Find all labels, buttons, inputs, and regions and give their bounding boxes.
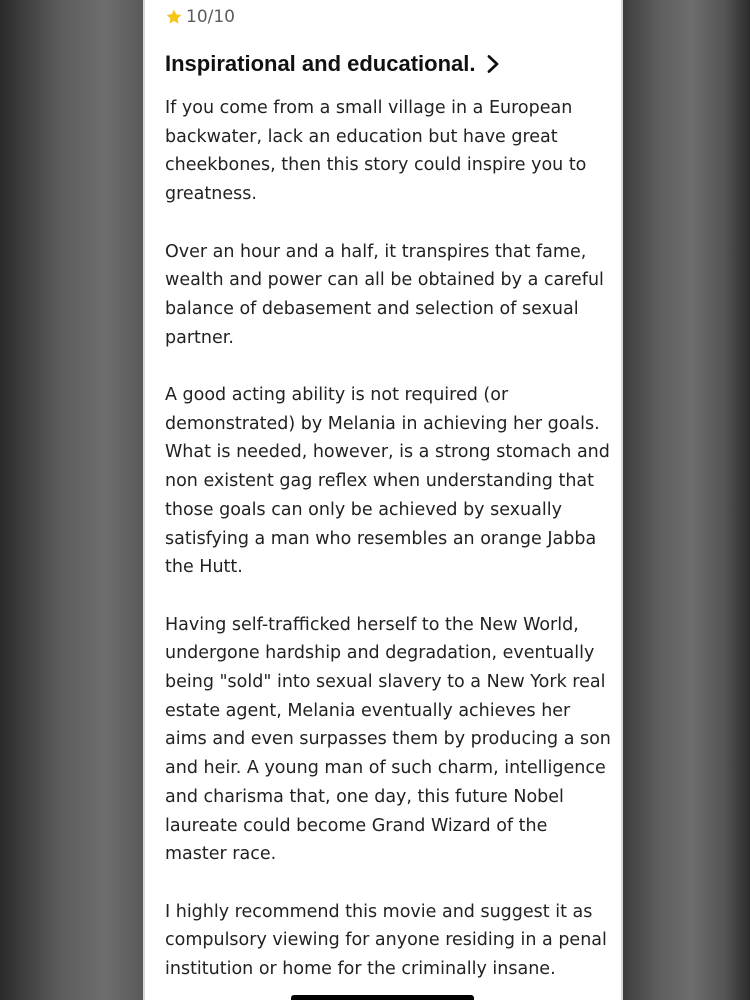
review-paragraph: A good acting ability is not required (or demonstrated) by Melania in achieving her goals. What is needed, however, is a strong stomach and non existent gag reflex when understanding that those goals can only be achieved by sexually satisfying a man who resembles an orange Jabba the Hutt.: [165, 385, 610, 578]
background-right: [620, 0, 750, 1000]
review-paragraph: Over an hour and a half, it transpires that fame, wealth and power can all be obtained by a careful balance of debasement and selection of sexual partner.: [165, 241, 604, 348]
rating: [165, 7, 235, 27]
review-paragraph: I highly recommend this movie and suggest it as compulsory viewing for anyone residing in a penal institution or home for the criminally insane.: [165, 901, 607, 980]
review-paragraph: If you come from a small village in a European backwater, lack an education but have great cheekbones, then this story could inspire you to greatness.: [165, 98, 587, 205]
star-icon: [165, 8, 183, 26]
review-paragraph: Having self-trafficked herself to the New World, undergone hardship and degradation, eventually being "sold" into sexual slavery to a New York real estate agent, Melania eventually achieves her aims and even surpasses them by producing a son and heir. A young man of such charm, intelligence and charisma that, one day, this future Nobel laureate could become Grand Wizard of the master race.: [165, 614, 611, 865]
review-body: [165, 94, 611, 1000]
chevron-right-icon: [486, 54, 500, 74]
review-card: [145, 0, 621, 1000]
review-title-link[interactable]: [165, 51, 500, 77]
review-title: Inspirational and educational.: [165, 51, 476, 76]
rating-value: 10/10: [186, 7, 235, 27]
home-indicator: [291, 995, 474, 1000]
